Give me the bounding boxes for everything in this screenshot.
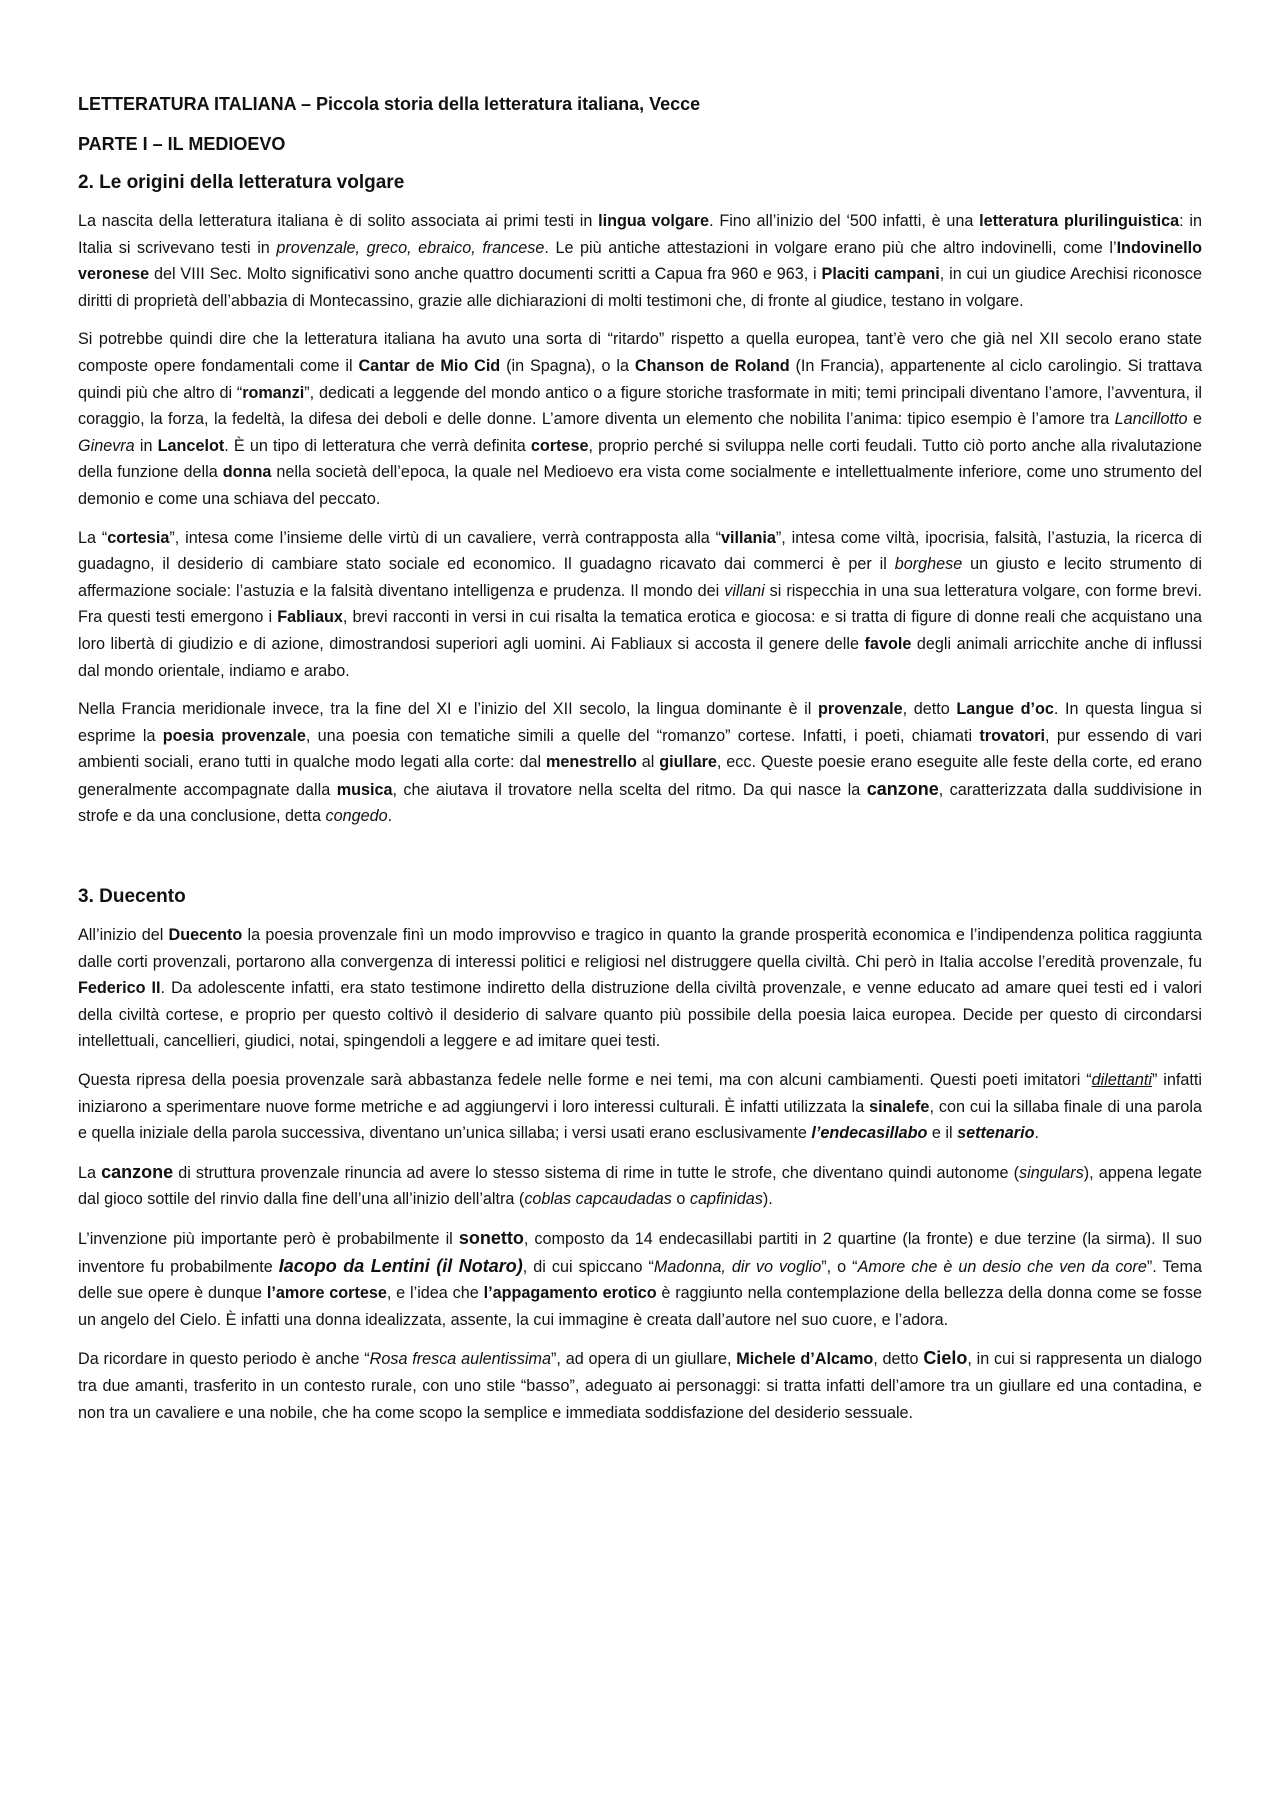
text-run: , in cui un giudice Arechisi riconosce diritti di proprietà dell’abbazia di Montecassino, grazie alle dichiarazioni di molti testimoni che, di fronte al giudice, testano in volgare. <box>78 265 1202 310</box>
paragraph <box>78 1345 1202 1426</box>
text-run: La nascita della letteratura italiana è di solito associata ai primi testi in <box>78 212 599 230</box>
text-run: ”, ad opera di un giullare, <box>551 1350 737 1369</box>
text-run: ” infatti iniziarono a sperimentare nuove forme metriche e ad aggiungervi i loro interessi culturali. È infatti utilizzata la <box>78 1071 1202 1116</box>
section-2-heading: 2. Le origini della letteratura volgare <box>78 172 405 193</box>
text-run: di struttura provenzale rinuncia ad avere lo stesso sistema di rime in tutte le strofe, che diventano quindi autonome ( <box>173 1163 1019 1182</box>
title-bold: LETTERATURA ITALIANA – <box>78 94 316 114</box>
emphasis-text: capfinidas <box>689 1190 763 1209</box>
text-run: ”, dedicati a leggende del mondo antico o a figure storiche trasformate in miti; temi principali diventano l’amore, l’avventura, il coraggio, la forza, la fedeltà, la difesa dei deboli e delle donne. L’amore diventa un elemento che nobilita l’anima: tipico esempio è l’amore tra <box>78 383 1202 429</box>
text-run: si rispecchia in una sua letteratura volgare, con forme brevi. Fra questi testi emergono i <box>78 581 1202 627</box>
paragraph <box>78 1067 1202 1147</box>
text-run: degli animali arricchite anche di influssi dal mondo orientale, indiamo e arabo. <box>78 634 1203 680</box>
text-run: . Le più antiche attestazioni in volgare erano più che altro indovinelli, come l’ <box>544 238 1117 257</box>
text-run: , che aiutava il trovatore nella scelta del ritmo. Da qui nasce la <box>392 780 867 799</box>
text-run: e il <box>927 1124 958 1143</box>
text-run: Da ricordare in questo periodo è anche “ <box>78 1350 370 1369</box>
emphasis-text: Indovinello veronese <box>78 238 1202 284</box>
emphasis-text: Federico II <box>78 979 161 998</box>
emphasis-text: sinalefe <box>869 1097 930 1116</box>
text-run: : in Italia si scrivevano testi in <box>78 212 1202 257</box>
text-run: ”, intesa come viltà, ipocrisia, falsità, l’astuzia, la ricerca di guadagno, il desiderio di cambiare stato sociale ed economico. Il guadagno ricavato dai commerci è per il <box>78 528 1202 574</box>
text-run: ”. Tema delle sue opere è dunque <box>78 1257 1203 1303</box>
paragraph <box>78 1159 1202 1213</box>
emphasis-text: poesia provenzale <box>162 726 306 745</box>
text-run: , una poesia con tematiche simili a quelle del “romanzo” cortese. Infatti, i poeti, chiamati <box>305 726 980 745</box>
emphasis-text: villani <box>724 581 765 600</box>
text-run: . <box>1034 1124 1039 1143</box>
emphasis-text: settenario <box>957 1124 1035 1143</box>
text-run: ”, o “ <box>821 1257 858 1276</box>
text-run: . <box>387 807 393 826</box>
emphasis-text: provenzale <box>818 700 903 719</box>
document-title <box>78 92 1202 116</box>
text-run: . In questa lingua si esprime la <box>78 700 1202 745</box>
text-run: , detto <box>873 1350 924 1369</box>
text-run: , caratterizzata dalla suddivisione in strofe e da una conclusione, detta <box>78 780 1203 826</box>
text-run: , composto da 14 endecasillabi partiti in 2 quartine (la fronte) e due terzine (la sirma). Il suo inventore fu probabilmente <box>78 1230 1202 1276</box>
text-run: (in Spagna), o la <box>500 356 635 375</box>
emphasis-text: trovatori <box>979 726 1046 745</box>
emphasis-text: Cantar de Mio Cid <box>358 356 501 375</box>
emphasis-text: singulars <box>1019 1163 1084 1182</box>
text-run: o <box>671 1190 690 1209</box>
part-heading: PARTE I – IL MEDIOEVO <box>78 134 286 154</box>
text-run: La “ <box>78 528 108 547</box>
text-run: è raggiunto nella contemplazione della bellezza della donna come se fosse un angelo del Cielo. È infatti una donna idealizzata, assente, la cui immagine è creata dall’autore nel suo cuore, e l’adora. <box>78 1284 1202 1329</box>
emphasis-text: Amore che è un desio che ven da core <box>857 1257 1147 1276</box>
text-run: ). <box>762 1190 773 1209</box>
paragraph <box>78 696 1202 830</box>
emphasis-text: coblas capcaudadas <box>524 1190 672 1209</box>
text-run: in <box>134 436 158 455</box>
emphasis-text: canzone <box>101 1161 174 1182</box>
text-run: (In Francia), appartenente al ciclo carolingio. Si trattava quindi più che altro di “ <box>78 356 1202 402</box>
emphasis-text: dilettanti <box>1091 1071 1152 1090</box>
section-3-heading: 3. Duecento <box>78 886 186 908</box>
emphasis-text: l’appagamento erotico <box>483 1284 657 1303</box>
emphasis-text: favole <box>864 634 912 653</box>
emphasis-text: l’amore cortese <box>266 1284 387 1303</box>
paragraph <box>78 326 1202 512</box>
text-run: . È un tipo di letteratura che verrà definita <box>224 436 531 455</box>
text-run: Si potrebbe quindi dire che la letteratura italiana ha avuto una sorta di “ritardo” rispetto a quella europea, tant’è vero che già nel XII secolo erano state composte opere fondamentali come il <box>78 330 1202 375</box>
title-rest: Piccola storia della letteratura italiana, Vecce <box>315 94 701 114</box>
paragraph <box>78 208 1202 314</box>
text-run: , e l’idea che <box>386 1284 484 1303</box>
text-run: , di cui spiccano “ <box>522 1257 654 1276</box>
emphasis-text: Iacopo da Lentini (il Notaro) <box>278 1255 523 1276</box>
text-run: la poesia provenzale finì un modo improvviso e tragico in quanto la grande prosperità economica e l’indipendenza politica raggiunta dalle corti provenzali, portarono alla convergenza di interessi politici e religiosi nel distruggere quella civiltà. Chi però in Italia accolse l’eredità provenzale, fu <box>78 926 1202 971</box>
emphasis-text: Chanson de Roland <box>634 356 790 375</box>
text-run: , con cui la sillaba finale di una parola e quella iniziale della parola successiva, diventano un’unica sillaba; i versi usati erano esclusivamente <box>78 1097 1203 1143</box>
emphasis-text: giullare <box>659 753 717 772</box>
text-run: Questa ripresa della poesia provenzale sarà abbastanza fedele nelle forme e nei temi, ma con alcuni cambiamenti. Questi poeti imitatori “ <box>78 1071 1092 1090</box>
emphasis-text: Placiti campani <box>821 265 940 284</box>
emphasis-text: Duecento <box>168 926 243 945</box>
paragraph <box>78 525 1202 685</box>
emphasis-text: Ginevra <box>78 436 135 455</box>
text-run: Nella Francia meridionale invece, tra la fine del XI e l’inizio del XII secolo, la lingua dominante è il <box>78 700 819 719</box>
text-run: . Da adolescente infatti, era stato testimone indiretto della distruzione della civiltà provenzale, e venne educato ad amare quei testi ed i valori della civiltà cortese, e proprio per questo coltivò il desiderio di salvare quanto più possibile della poesia laica europea. Decide per questo di circondarsi intellettuali, cancellieri, giudici, notai, spingendoli a leggere e ad imitare quei testi. <box>78 979 1203 1051</box>
emphasis-text: congedo <box>325 807 388 826</box>
emphasis-text: letteratura plurilinguistica <box>979 212 1180 230</box>
emphasis-text: Rosa fresca aulentissima <box>369 1350 552 1369</box>
paragraph <box>78 1225 1202 1333</box>
emphasis-text: canzone <box>866 778 939 799</box>
text-run: , pur essendo di vari ambienti sociali, erano tutti in qualche modo legati alla corte: dal <box>78 726 1202 772</box>
emphasis-text: menestrello <box>545 753 637 772</box>
text-run: , in cui si rappresenta un dialogo tra due amanti, trasferito in un contesto rurale, con uno stile “basso”, adeguato ai personaggi: si tratta infatti dell’amore tra un giullare ed una contadina, e non tra un cavaliere e una nobile, che ha come scopo la semplice e immediata soddisfazione del desiderio sessuale. <box>78 1350 1203 1422</box>
text-run: , brevi racconti in versi in cui risalta la tematica erotica e giocosa: e si tratta di figure di donne reali che acquistano una loro libertà di giudizio e di azione, dimostrandosi superiori agli uomini. Ai Fabliaux si accosta il genere delle <box>78 608 1203 653</box>
text-run: La <box>78 1163 102 1182</box>
text-run: , ecc. Queste poesie erano eseguite alle feste della corte, ed erano generalmente accompagnate dalla <box>78 753 1202 799</box>
emphasis-text: provenzale, greco, ebraico, francese <box>276 238 545 257</box>
text-run: del VIII Sec. Molto significativi sono anche quattro documenti scritti a Capua fra 960 e 963, i <box>149 265 822 284</box>
text-run: , proprio perché si sviluppa nelle corti feudali. Tutto ciò porto anche alla rivalutazione della funzione della <box>78 436 1202 482</box>
text-run: e <box>1187 410 1202 429</box>
emphasis-text: villania <box>721 528 776 547</box>
emphasis-text: Michele d’Alcamo <box>736 1350 874 1369</box>
emphasis-text: Lancelot <box>157 436 225 455</box>
emphasis-text: sonetto <box>458 1228 524 1248</box>
emphasis-text: Cielo <box>923 1348 968 1369</box>
emphasis-text: Lancillotto <box>1114 410 1188 429</box>
text-run: un giusto e lecito strumento di affermazione sociale: l’astuzia e la falsità diventano intelligenza e prudenza. Il mondo dei <box>78 555 1202 600</box>
text-run: ), appena legate dal gioco sottile del rinvio dalla fine dell’una all’inizio dell’altra ( <box>78 1163 1202 1209</box>
text-run: nella società dell’epoca, la quale nel Medioevo era vista come socialmente e intellettualmente inferiore, come uno strumento del demonio e come una schiava del peccato. <box>78 463 1202 508</box>
emphasis-text: lingua volgare <box>598 212 710 230</box>
paragraph <box>78 922 1202 1055</box>
text-run: . Fino all’inizio del ‘500 infatti, è una <box>709 212 980 230</box>
emphasis-text: romanzi <box>242 383 305 402</box>
emphasis-text: Madonna, dir vo voglio <box>653 1257 822 1276</box>
text-run: ”, intesa come l’insieme delle virtù di un cavaliere, verrà contrapposta alla “ <box>169 528 722 547</box>
text-run: , detto <box>902 700 957 719</box>
emphasis-text: Langue d’oc <box>956 700 1054 719</box>
text-run: al <box>636 753 660 772</box>
emphasis-text: cortesia <box>107 528 170 547</box>
emphasis-text: donna <box>222 463 272 482</box>
text-run: L’invenzione più importante però è probabilmente il <box>78 1230 459 1248</box>
text-run: All’inizio del <box>78 926 169 945</box>
emphasis-text: borghese <box>894 555 963 574</box>
emphasis-text: Fabliaux <box>277 608 343 627</box>
emphasis-text: l’endecasillabo <box>811 1124 928 1143</box>
emphasis-text: cortese <box>530 436 589 455</box>
emphasis-text: musica <box>336 780 393 799</box>
